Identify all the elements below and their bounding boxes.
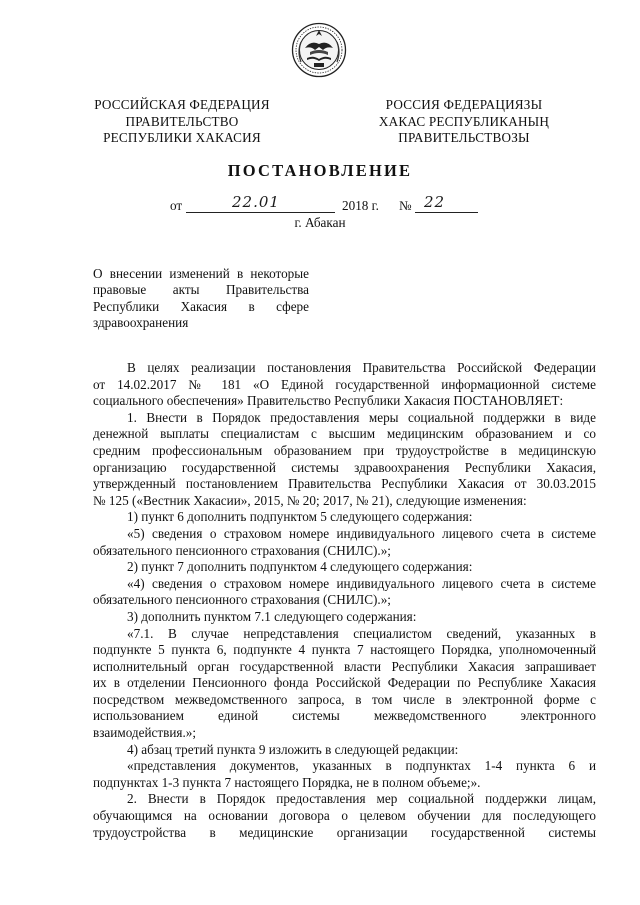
header-right-line: ХАКАС РЕСПУБЛИКАНЫҢ: [378, 113, 550, 129]
body-line: денежной выплаты специалистам с высшим медицинским образованием и со: [93, 426, 596, 442]
body-line: исполнительный орган государственной власти Республики Хакасия запрашивает: [93, 658, 596, 674]
header-right-line: ПРАВИТЕЛЬСТВОЗЫ: [398, 130, 530, 146]
body-line: посредством межведомственного запроса, в том числе в электронной форме с: [93, 691, 596, 707]
header-right-line: РОССИЯ ФЕДЕРАЦИЯЗЫ: [385, 97, 543, 112]
body-line: трудоустройства в медицинские организации государственной системы: [93, 824, 596, 840]
date-prefix: от: [170, 198, 183, 213]
header-left-line: РОССИЙСКАЯ ФЕДЕРАЦИЯ: [94, 97, 270, 112]
body-line: № 125 («Вестник Хакасии», 2015, № 20; 2017, № 21), следующие изменения:: [93, 492, 527, 508]
body-line: 2. Внести в Порядок предоставления мер социальной поддержки лицам,: [127, 791, 596, 807]
document-title: ПОСТАНОВЛЕНИЕ: [227, 161, 413, 180]
header-left-line: РЕСПУБЛИКИ ХАКАСИЯ: [103, 130, 261, 146]
city-line: г. Абакан: [294, 215, 346, 230]
body-line: «5) сведения о страховом номере индивидуального лицевого счета в системе: [127, 525, 596, 541]
body-line: 3) дополнить пунктом 7.1 следующего содержания:: [127, 608, 417, 624]
body-line: В целях реализации постановления Правительства Российской Федерации: [127, 360, 596, 375]
body-line: средним профессиональным образованием при трудоустройстве в медицинскую: [93, 442, 596, 458]
subject-line: О внесении изменений в некоторые: [93, 266, 309, 281]
date-number-line: [0, 193, 640, 216]
body-line: 1. Внести в Порядок предоставления меры социальной поддержки в виде: [127, 409, 596, 425]
body-line: обучающимся на основании договора о целевом обучении для последующего: [93, 808, 596, 824]
header-right-block: [366, 97, 562, 147]
body-line: 2) пункт 7 дополнить подпунктом 4 следующего содержания:: [127, 559, 473, 575]
subject-line: правовые акты Правительства: [93, 282, 309, 298]
body-line: организацию государственной системы здравоохранения Республики Хакасия,: [93, 459, 596, 475]
body-line: обязательного пенсионного страхования (СНИЛС).»;: [93, 592, 391, 608]
body-line: «представления документов, указанных в подпунктах 1-4 пункта 6 и: [127, 758, 596, 774]
body-line: их в отделении Пенсионного фонда Российской Федерации по Республике Хакасия: [93, 675, 596, 691]
date-underline: [186, 212, 335, 213]
document-body: [93, 360, 596, 841]
body-line: подпунктах 1-3 пункта 7 настоящего Порядка, не в полном объеме;».: [93, 774, 481, 790]
body-line: утвержденный постановлением Правительства Республики Хакасия от 30.03.2015: [93, 476, 596, 492]
body-line: «4) сведения о страховом номере индивидуального лицевого счета в системе: [127, 575, 596, 591]
number-label: №: [399, 198, 412, 213]
handwritten-date: 22.01: [232, 193, 280, 211]
header-left-line: ПРАВИТЕЛЬСТВО: [125, 113, 239, 129]
body-line: 4) абзац третий пункта 9 изложить в следующей редакции:: [127, 741, 459, 757]
body-line: 1) пункт 6 дополнить подпунктом 5 следующего содержания:: [127, 509, 473, 525]
subject-line: здравоохранения: [93, 314, 189, 330]
body-line: от 14.02.2017 № 181 «О Единой государственной информационной системе: [93, 376, 596, 392]
subject-line: Республики Хакасия в сфере: [93, 298, 309, 314]
year-label: 2018 г.: [342, 198, 379, 213]
body-line: использованием единой системы межведомственного электронного: [93, 708, 596, 724]
body-line: взаимодействия.»;: [93, 725, 197, 741]
body-line: обязательного пенсионного страхования (СНИЛС).»;: [93, 542, 391, 558]
body-line: «7.1. В случае непредставления специалистом сведений, указанных в: [127, 625, 596, 641]
coat-of-arms-emblem: [291, 22, 347, 78]
document-subject: [93, 266, 309, 331]
header-left-block: [84, 97, 280, 147]
body-line: подпункте 5 пункта 6, подпункте 4 пункта 7 настоящего Порядка, уполномоченный: [93, 642, 596, 658]
number-underline: [415, 212, 478, 213]
handwritten-number: 22: [424, 193, 446, 211]
body-line: социального обеспечения» Правительство Республики Хакасия ПОСТАНОВЛЯЕТ:: [93, 393, 564, 409]
